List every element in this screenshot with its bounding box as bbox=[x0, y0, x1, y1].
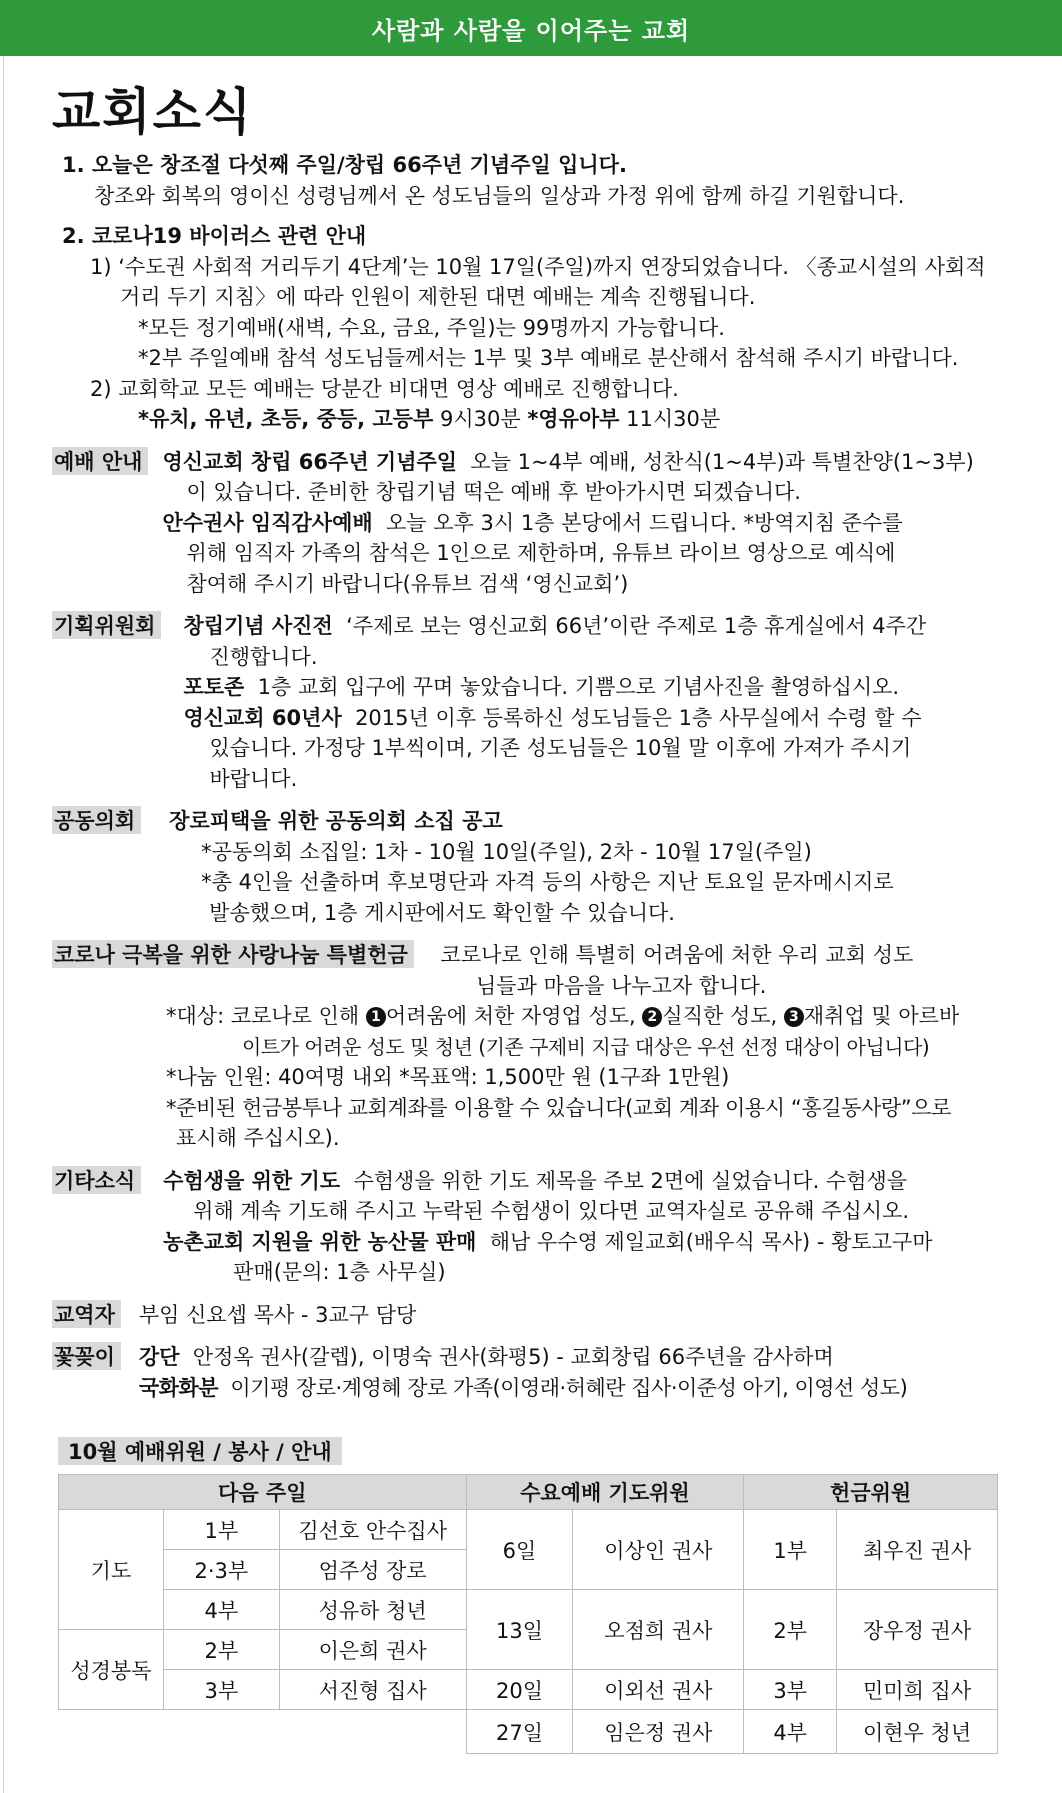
wednesday-day: 6일 bbox=[466, 1510, 573, 1590]
planning-heading-1: 창립기념 사진전 bbox=[183, 614, 333, 638]
section-worship bbox=[52, 447, 1012, 600]
sunday-name: 김선호 안수집사 bbox=[279, 1510, 466, 1550]
item-2-heading: 2. 코로나19 바이러스 관련 안내 bbox=[62, 224, 367, 248]
number-3-icon: 3 bbox=[784, 1007, 804, 1027]
planning-text-1: ‘주제로 보는 영신교회 66년’이란 주제로 1층 휴게실에서 4주간 bbox=[346, 614, 927, 638]
duty-table bbox=[58, 1474, 998, 1754]
planning-heading-2: 포토존 bbox=[183, 675, 245, 699]
infant-group: *영유아부 bbox=[527, 407, 620, 431]
worship-text-1: 오늘 1~4부 예배, 성찬식(1~4부)과 특별찬양(1~3부) bbox=[470, 449, 974, 474]
offering-part: 4부 bbox=[744, 1710, 837, 1754]
sunday-part: 2·3부 bbox=[163, 1550, 279, 1590]
sunday-name: 서진형 집사 bbox=[279, 1670, 466, 1710]
flowers-heading-1: 강단 bbox=[138, 1345, 180, 1369]
covid-account: *준비된 헌금봉투나 교회계좌를 이용할 수 있습니다(교회 계좌 이용시 “홍길동사랑”으로 bbox=[166, 1095, 952, 1120]
etc-text-1b: 위해 계속 기도해 주시고 누락된 수험생이 있다면 교역자실로 공유해 주십시오. bbox=[193, 1199, 910, 1223]
covid-target-pre: *대상: 코로나로 인해 bbox=[166, 1004, 366, 1028]
header-wednesday-prayer: 수요예배 기도위원 bbox=[466, 1475, 744, 1510]
tag-etc: 기타소식 bbox=[52, 1166, 141, 1194]
item-2-sub2: 2) 교회학교 모든 예배는 당분간 비대면 영상 예배로 진행합니다. bbox=[90, 376, 679, 401]
wednesday-name: 이외선 권사 bbox=[573, 1670, 744, 1710]
group-scripture-reading: 성경봉독 bbox=[59, 1630, 164, 1710]
wednesday-name: 오점희 권사 bbox=[573, 1590, 744, 1670]
covid-target bbox=[52, 1001, 1012, 1032]
worship-text-2: 오늘 오후 3시 1층 본당에서 드립니다. *방역지침 준수를 bbox=[386, 510, 903, 535]
covid-text-1: 코로나로 인해 특별히 어려움에 처한 우리 교회 성도 bbox=[440, 943, 914, 967]
etc-heading-1: 수험생을 위한 기도 bbox=[163, 1168, 341, 1193]
worship-heading-2: 안수권사 임직감사예배 bbox=[162, 510, 373, 535]
covid-target-a: 어려움에 처한 자영업 성도, bbox=[385, 1004, 643, 1028]
staff-text: 부임 신요셉 목사 - 3교구 담당 bbox=[138, 1302, 417, 1327]
etc-text-2: 해남 우수영 제일교회(배우식 목사) - 황토고구마 bbox=[489, 1229, 933, 1254]
council-heading: 장로피택을 위한 공동의회 소집 공고 bbox=[169, 809, 503, 833]
tag-staff: 교역자 bbox=[52, 1300, 121, 1328]
infant-time: 11시30분 bbox=[619, 407, 721, 431]
church-slogan-banner: 사람과 사람을 이어주는 교회 bbox=[0, 0, 1062, 56]
item-2-sub1: 1) ‘수도권 사회적 거리두기 4단계’는 10월 17일(주일)까지 연장되었습니다. 〈종교시설의 사회적 bbox=[90, 254, 986, 279]
item-2 bbox=[52, 221, 1012, 435]
section-council bbox=[52, 806, 1012, 928]
offering-part: 2부 bbox=[744, 1590, 837, 1670]
covid-text-1b: 님들과 마음을 나누고자 합니다. bbox=[476, 973, 767, 998]
planning-text-3b: 있습니다. 가정당 1부씩이며, 기존 성도님들은 10월 말 이후에 가져가 주시기 bbox=[209, 736, 912, 760]
planning-text-1b: 진행합니다. bbox=[209, 644, 318, 669]
planning-heading-3: 영신교회 60년사 bbox=[183, 705, 342, 730]
sunday-part: 3부 bbox=[163, 1670, 279, 1710]
school-time: 9시30분 bbox=[433, 407, 528, 431]
page-title: 교회소식 bbox=[52, 82, 254, 141]
tag-covid-offering: 코로나 극복을 위한 사랑나눔 특별헌금 bbox=[52, 940, 414, 968]
item-2-sub1-cont: 거리 두기 지침〉에 따라 인원이 제한된 대면 예배는 계속 진행됩니다. bbox=[120, 285, 756, 309]
wednesday-name: 이상인 권사 bbox=[573, 1510, 744, 1590]
page-border bbox=[3, 0, 4, 1793]
worship-text-2c: 참여해 주시기 바랍니다(유튜브 검색 ‘영신교회’) bbox=[186, 571, 629, 596]
section-covid-offering bbox=[52, 940, 1012, 1154]
council-note-2b: 발송했으며, 1층 게시판에서도 확인할 수 있습니다. bbox=[209, 900, 675, 925]
offering-part: 3부 bbox=[744, 1670, 837, 1710]
sunday-part: 4부 bbox=[163, 1590, 279, 1630]
group-prayer: 기도 bbox=[59, 1510, 164, 1630]
offering-name: 장우정 권사 bbox=[837, 1590, 998, 1670]
school-groups: *유치, 유년, 초등, 중등, 고등부 bbox=[138, 407, 434, 431]
offering-part: 1부 bbox=[744, 1510, 837, 1590]
offering-name: 이현우 청년 bbox=[837, 1710, 998, 1754]
number-2-icon: 2 bbox=[642, 1007, 662, 1027]
item-1-text: 창조와 회복의 영이신 성령님께서 온 성도님들의 일상과 가정 위에 함께 하길 기원합니다. bbox=[94, 183, 905, 208]
flowers-text-2: 이기평 장로·계영혜 장로 가족(이영래·허혜란 집사·이준성 아기, 이영선 성도) bbox=[230, 1375, 908, 1400]
empty-cell bbox=[59, 1710, 467, 1754]
etc-text-1: 수험생을 위한 기도 제목을 주보 2면에 실었습니다. 수험생을 bbox=[353, 1168, 908, 1193]
item-2-note1: *모든 정기예배(새벽, 수요, 금요, 주일)는 99명까지 가능합니다. bbox=[138, 315, 725, 340]
covid-target-2: 이트가 어려운 성도 및 청년 (기존 구제비 지급 대상은 우선 선정 대상이 아닙니다) bbox=[242, 1034, 930, 1059]
section-etc bbox=[52, 1166, 1012, 1288]
news-body bbox=[52, 150, 1012, 1403]
wednesday-day: 13일 bbox=[466, 1590, 573, 1670]
sunday-name: 엄주성 장로 bbox=[279, 1550, 466, 1590]
duty-table-title: 10월 예배위원 / 봉사 / 안내 bbox=[58, 1437, 342, 1465]
council-note-2: *총 4인을 선출하며 후보명단과 자격 등의 사항은 지난 토요일 문자메시지로 bbox=[201, 870, 894, 894]
etc-text-2b: 판매(문의: 1층 사무실) bbox=[233, 1260, 446, 1284]
tag-council: 공동의회 bbox=[52, 806, 141, 834]
header-offering: 헌금위원 bbox=[744, 1475, 998, 1510]
covid-target-b: 실직한 성도, bbox=[662, 1004, 784, 1028]
item-2-note2: *2부 주일예배 참석 성도님들께서는 1부 및 3부 예배로 분산해서 참석해 주시기 바랍니다. bbox=[138, 346, 959, 370]
sunday-part: 1부 bbox=[163, 1510, 279, 1550]
covid-target-c: 재취업 및 아르바 bbox=[803, 1004, 960, 1028]
planning-text-3: 2015년 이후 등록하신 성도님들은 1층 사무실에서 수령 할 수 bbox=[355, 705, 922, 730]
offering-name: 민미희 집사 bbox=[837, 1670, 998, 1710]
item-2-school-times bbox=[62, 404, 1012, 435]
section-flowers bbox=[52, 1342, 1012, 1403]
tag-planning: 기획위원회 bbox=[52, 611, 161, 639]
section-staff bbox=[52, 1300, 1012, 1331]
item-1-heading: 1. 오늘은 창조절 다섯째 주일/창립 66주년 기념주일 입니다. bbox=[62, 153, 627, 177]
planning-text-2: 1층 교회 입구에 꾸며 놓았습니다. 기쁨으로 기념사진을 촬영하십시오. bbox=[257, 675, 900, 699]
offering-name: 최우진 권사 bbox=[837, 1510, 998, 1590]
flowers-heading-2: 국화화분 bbox=[138, 1375, 219, 1400]
worship-text-2b: 위해 임직자 가족의 참석은 1인으로 제한하며, 유튜브 라이브 영상으로 예식에 bbox=[186, 541, 896, 565]
wednesday-day: 27일 bbox=[466, 1710, 573, 1754]
number-1-icon: 1 bbox=[366, 1007, 386, 1027]
item-1 bbox=[52, 150, 1012, 211]
tag-worship: 예배 안내 bbox=[52, 447, 148, 475]
tag-flowers: 꽃꽂이 bbox=[52, 1342, 121, 1370]
header-next-sunday: 다음 주일 bbox=[59, 1475, 467, 1510]
worship-text-1b: 이 있습니다. 준비한 창립기념 떡은 예배 후 받아가시면 되겠습니다. bbox=[186, 480, 801, 504]
worship-heading-1: 영신교회 창립 66주년 기념주일 bbox=[162, 449, 458, 474]
sunday-name: 이은희 권사 bbox=[279, 1630, 466, 1670]
sunday-part: 2부 bbox=[163, 1630, 279, 1670]
council-note-1: *공동의회 소집일: 1차 - 10월 10일(주일), 2차 - 10월 17일(주일) bbox=[201, 839, 812, 864]
etc-heading-2: 농촌교회 지원을 위한 농산물 판매 bbox=[163, 1229, 477, 1254]
flowers-text-1: 안정옥 권사(갈렙), 이명숙 권사(화평5) - 교회창립 66주년을 감사하며 bbox=[192, 1345, 834, 1369]
wednesday-day: 20일 bbox=[466, 1670, 573, 1710]
planning-text-3c: 바랍니다. bbox=[209, 766, 298, 791]
covid-goal: *나눔 인원: 40여명 내외 *목표액: 1,500만 원 (1구좌 1만원) bbox=[166, 1065, 730, 1089]
section-planning bbox=[52, 611, 1012, 794]
covid-account-2: 표시해 주십시오). bbox=[176, 1126, 340, 1150]
wednesday-name: 임은정 권사 bbox=[573, 1710, 744, 1754]
sunday-name: 성유하 청년 bbox=[279, 1590, 466, 1630]
